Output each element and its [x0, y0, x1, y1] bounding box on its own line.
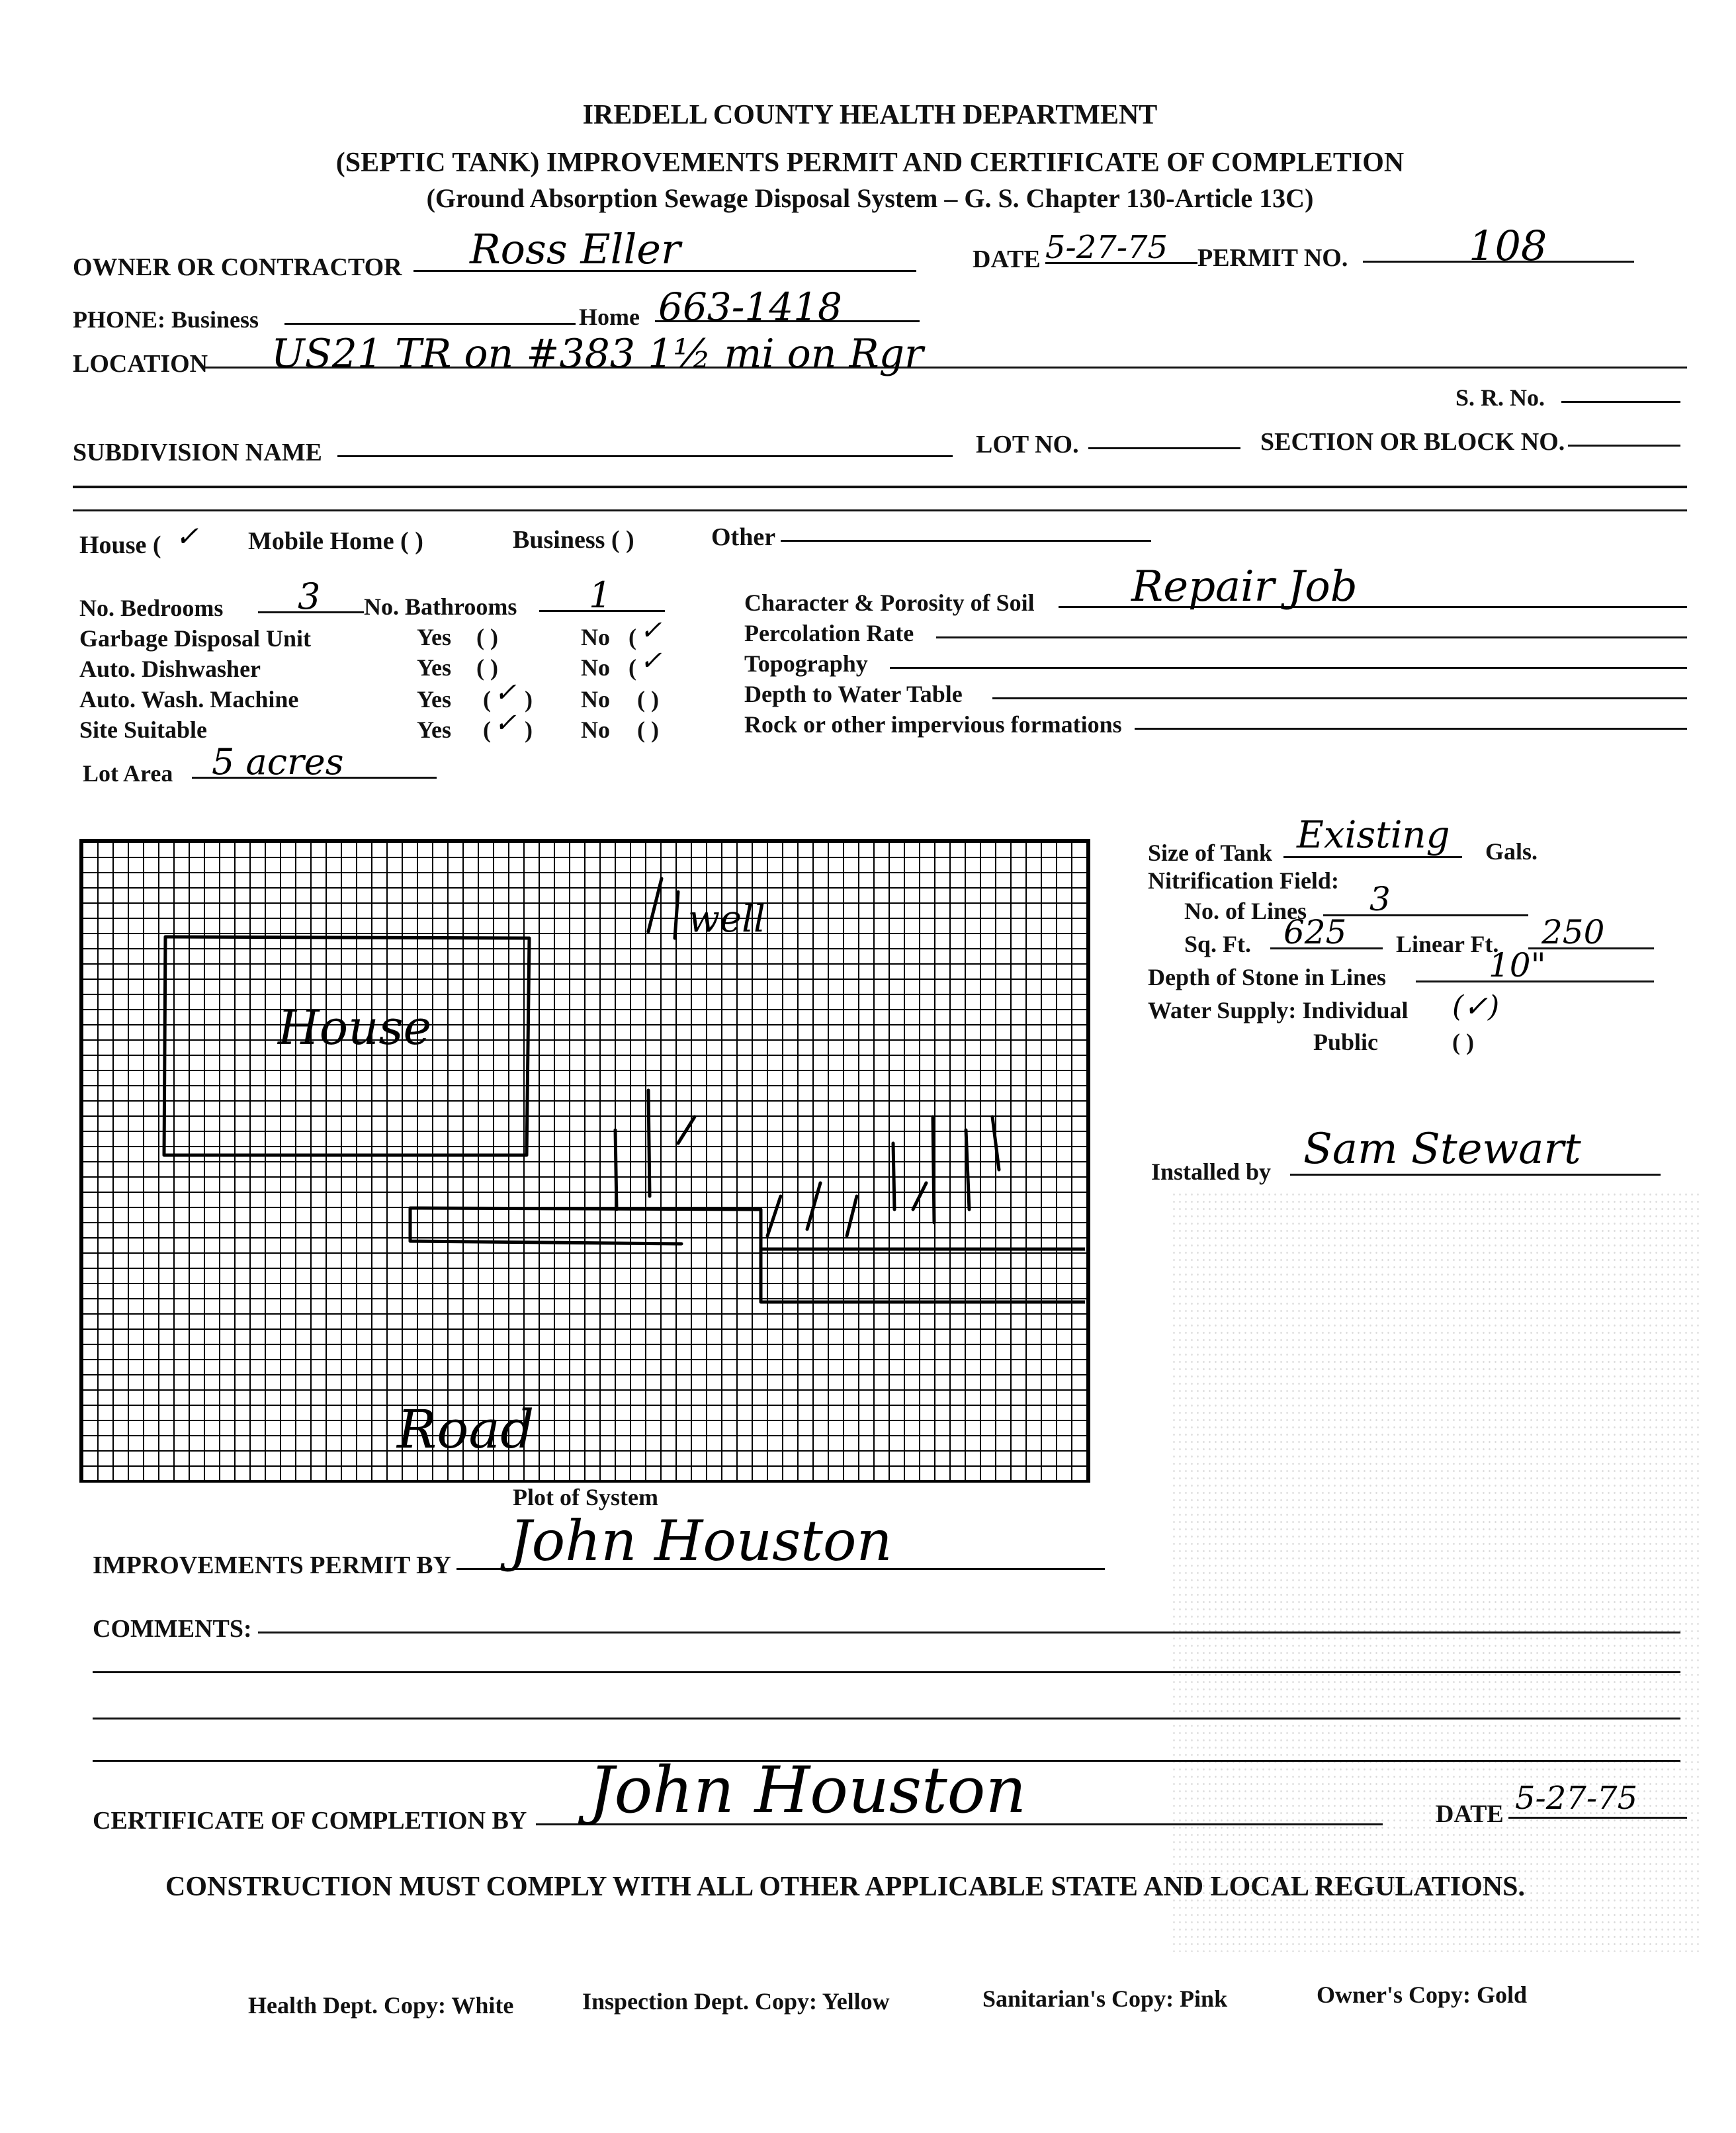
percolation-label: Percolation Rate: [744, 620, 914, 646]
certificate-date-value: 5-27-75: [1515, 1780, 1638, 1817]
dishwasher-yes-box: ( ): [476, 654, 498, 681]
copy-sanitarian: Sanitarian's Copy: Pink: [982, 1985, 1228, 2012]
tank-gals-label: Gals.: [1485, 838, 1538, 865]
section-line: [1568, 445, 1680, 447]
plot-house-note: House: [278, 1000, 432, 1055]
water-individual-mark: (✓): [1452, 990, 1500, 1023]
plot-well-note: well: [688, 898, 765, 941]
washer-yes-open: (: [483, 686, 491, 713]
water-supply-label: Water Supply: Individual: [1148, 997, 1409, 1023]
business-label: Business ( ): [513, 526, 634, 554]
lot-area-label: Lot Area: [83, 760, 173, 787]
other-label: Other: [711, 523, 776, 551]
bedrooms-value: 3: [298, 576, 321, 617]
washer-no-box: ( ): [637, 686, 659, 713]
date-label: DATE: [973, 245, 1041, 273]
section-divider-top: [73, 486, 1687, 488]
plot-road-note: Road: [397, 1399, 535, 1460]
rock-formations-line: [1135, 728, 1687, 730]
soil-character-value: Repair Job: [1131, 562, 1358, 611]
percolation-line: [936, 636, 1687, 638]
phone-business-label: PHONE: Business: [73, 306, 259, 333]
scan-noise: [1171, 1191, 1700, 1952]
topography-label: Topography: [744, 650, 868, 677]
stone-depth-value: 10": [1489, 946, 1546, 984]
garbage-no-open: (: [629, 624, 636, 650]
lot-no-line: [1088, 447, 1240, 449]
washer-no-label: No: [581, 686, 610, 713]
water-table-line: [992, 697, 1687, 699]
garbage-yes-label: Yes: [417, 624, 451, 650]
dishwasher-label: Auto. Dishwasher: [79, 656, 261, 682]
washer-yes-check: ✓: [494, 677, 517, 708]
washer-yes-label: Yes: [417, 686, 451, 713]
mobile-home-label: Mobile Home ( ): [248, 527, 423, 555]
dishwasher-no-open: (: [629, 654, 636, 681]
garbage-disposal-label: Garbage Disposal Unit: [79, 625, 312, 652]
section-label: SECTION OR BLOCK NO.: [1260, 428, 1565, 456]
permit-form: [46, 33, 1694, 2104]
copy-health-dept: Health Dept. Copy: White: [248, 1992, 514, 2019]
plot-caption: Plot of System: [513, 1484, 658, 1510]
subdivision-label: SUBDIVISION NAME: [73, 439, 322, 466]
owner-label: OWNER OR CONTRACTOR: [73, 253, 402, 281]
location-value: US21 TR on #383 1½ mi on Rgr: [271, 331, 924, 377]
installed-by-line: [1290, 1174, 1661, 1176]
dishwasher-no-label: No: [581, 654, 610, 681]
bathrooms-value: 1: [589, 574, 612, 616]
certificate-signature: John Houston: [589, 1753, 1027, 1827]
tank-size-label: Size of Tank: [1148, 840, 1273, 866]
subdivision-line: [337, 455, 953, 457]
site-yes-label: Yes: [417, 717, 451, 743]
nitrification-label: Nitrification Field:: [1148, 867, 1339, 894]
form-subtitle: (Ground Absorption Sewage Disposal System – G. S. Chapter 130-Article 13C): [426, 183, 1314, 213]
linear-ft-label: Linear Ft.: [1396, 931, 1499, 957]
sqft-value: 625: [1283, 913, 1347, 951]
permit-value: 108: [1469, 222, 1547, 270]
site-yes-close: ): [525, 717, 533, 743]
bedrooms-label: No. Bedrooms: [79, 595, 224, 621]
washer-yes-close: ): [525, 686, 533, 713]
rock-formations-label: Rock or other impervious formations: [744, 711, 1122, 738]
form-title: (SEPTIC TANK) IMPROVEMENTS PERMIT AND CERTIFICATE OF COMPLETION: [335, 148, 1405, 178]
installed-by-signature: Sam Stewart: [1303, 1125, 1581, 1174]
copy-owner: Owner's Copy: Gold: [1317, 1981, 1528, 2008]
topography-line: [890, 667, 1687, 669]
certificate-date-line: [1508, 1817, 1687, 1819]
date-value: 5-27-75: [1045, 229, 1168, 266]
compliance-notice: CONSTRUCTION MUST COMPLY WITH ALL OTHER APPLICABLE STATE AND LOCAL REGULATIONS.: [165, 1872, 1525, 1902]
tank-size-value: Existing: [1297, 814, 1450, 857]
lines-line: [1323, 914, 1528, 916]
installed-by-label: Installed by: [1151, 1158, 1272, 1185]
site-suitable-label: Site Suitable: [79, 717, 208, 743]
bathrooms-label: No. Bathrooms: [364, 593, 517, 620]
site-no-box: ( ): [637, 717, 659, 743]
garbage-no-check: ✓: [640, 615, 662, 646]
comments-label: COMMENTS:: [93, 1615, 252, 1643]
lot-area-value: 5 acres: [212, 741, 344, 783]
stone-depth-label: Depth of Stone in Lines: [1148, 964, 1387, 990]
lot-no-label: LOT NO.: [976, 431, 1079, 458]
site-yes-check: ✓: [494, 708, 517, 738]
house-checkmark: ✓: [175, 520, 199, 552]
certificate-label: CERTIFICATE OF COMPLETION BY: [93, 1807, 527, 1835]
phone-home-value: 663-1418: [658, 284, 842, 329]
certificate-date-label: DATE: [1436, 1800, 1504, 1828]
house-label: House (: [79, 531, 161, 559]
location-label: LOCATION: [73, 350, 208, 378]
lines-label: No. of Lines: [1184, 898, 1307, 924]
plot-sketch: [79, 839, 1085, 1477]
washing-machine-label: Auto. Wash. Machine: [79, 686, 299, 713]
owner-value: Ross Eller: [470, 225, 681, 273]
garbage-yes-box: ( ): [476, 624, 498, 650]
improvements-permit-label: IMPROVEMENTS PERMIT BY: [93, 1551, 451, 1579]
improvements-permit-signature: John Houston: [509, 1508, 892, 1573]
copy-inspection-dept: Inspection Dept. Copy: Yellow: [582, 1988, 890, 2015]
sr-label: S. R. No.: [1455, 384, 1545, 411]
sqft-label: Sq. Ft.: [1184, 931, 1252, 957]
linear-ft-value: 250: [1541, 913, 1605, 951]
dishwasher-yes-label: Yes: [417, 654, 451, 681]
lines-value: 3: [1369, 880, 1391, 918]
sr-line: [1561, 401, 1680, 403]
comments-line-1: [258, 1632, 1680, 1633]
site-no-label: No: [581, 717, 610, 743]
garbage-no-label: No: [581, 624, 610, 650]
water-table-label: Depth to Water Table: [744, 681, 963, 707]
department-heading: IREDELL COUNTY HEALTH DEPARTMENT: [582, 100, 1158, 130]
comments-line-2: [93, 1671, 1680, 1673]
water-public-label: Public: [1313, 1029, 1379, 1055]
permit-label: PERMIT NO.: [1197, 244, 1348, 272]
site-yes-open: (: [483, 717, 491, 743]
dishwasher-no-check: ✓: [640, 646, 662, 676]
other-line: [781, 540, 1151, 542]
water-public-mark: ( ): [1452, 1029, 1474, 1055]
comments-line-3: [93, 1718, 1680, 1719]
phone-business-line: [284, 323, 576, 325]
soil-character-label: Character & Porosity of Soil: [744, 589, 1035, 616]
phone-home-label: Home: [579, 304, 640, 330]
section-divider-bottom: [73, 509, 1687, 511]
